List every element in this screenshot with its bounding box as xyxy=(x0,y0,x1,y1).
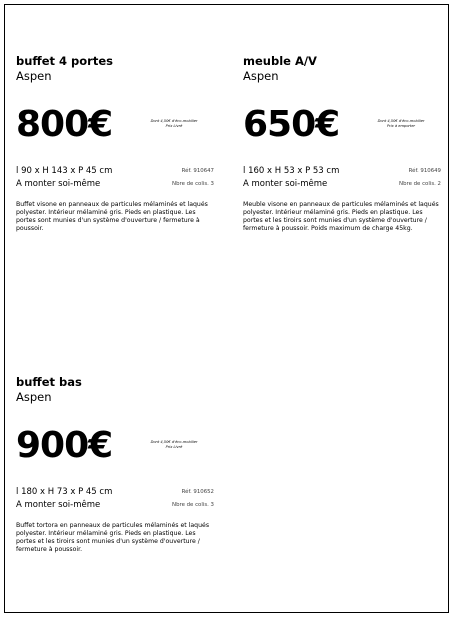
product-dimensions: l 160 x H 53 x P 53 cm xyxy=(243,166,340,176)
price-row xyxy=(16,105,216,165)
assembly-info: A monter soi-même xyxy=(243,179,328,189)
eco-note-line: Prix à emporter xyxy=(386,123,416,128)
product-title: meuble A/V xyxy=(243,54,317,68)
parcel-count: Nbre de colis. 2 xyxy=(399,181,441,187)
product-card-buffet-4-portes xyxy=(16,54,216,233)
parcel-count: Nbre de colis. 3 xyxy=(172,181,214,187)
product-collection: Aspen xyxy=(16,69,52,83)
eco-note-line: Dont 4,50€ d'éco-mobilier xyxy=(150,440,198,444)
product-dimensions: l 90 x H 143 x P 45 cm xyxy=(16,166,113,176)
assembly-row xyxy=(243,178,443,191)
assembly-row xyxy=(16,499,216,512)
price-tag-sheet xyxy=(4,4,449,613)
dimensions-row xyxy=(243,165,443,178)
eco-note-line: Prix Livré xyxy=(165,123,183,128)
eco-note-line: Prix Livré xyxy=(165,444,183,449)
product-description: Buffet tortora en panneaux de particules mélaminés et laqués polyester. Intérieur mélaminé gris. Pieds en plastique. Les portes et les tiroirs sont munies d'un système d'ouverture / fermeture à poussoir. xyxy=(16,522,210,553)
product-collection: Aspen xyxy=(16,390,52,404)
eco-note-line: Dont 4,50€ d'éco-mobilier xyxy=(377,119,425,123)
product-reference: Réf. 910647 xyxy=(181,168,214,174)
dimensions-row xyxy=(16,486,216,499)
product-description: Buffet visone en panneaux de particules mélaminés et laqués polyester. Intérieur mélaminé gris. Pieds en plastique. Les portes sont munies d'un système d'ouverture / fermeture à poussoir. xyxy=(16,201,208,232)
assembly-info: A monter soi-même xyxy=(16,179,101,189)
product-reference: Réf. 910649 xyxy=(408,168,441,174)
price-row xyxy=(243,105,443,165)
eco-participation-note xyxy=(142,440,206,449)
product-reference: Réf. 910652 xyxy=(181,489,214,495)
assembly-info: A monter soi-même xyxy=(16,500,101,510)
product-price: 800€ xyxy=(16,104,113,145)
eco-participation-note xyxy=(142,119,206,128)
product-price: 900€ xyxy=(16,425,113,466)
assembly-row xyxy=(16,178,216,191)
product-collection: Aspen xyxy=(243,69,279,83)
product-dimensions: l 180 x H 73 x P 45 cm xyxy=(16,487,113,497)
price-row xyxy=(16,426,216,486)
eco-note-line: Dont 4,50€ d'éco-mobilier xyxy=(150,119,198,123)
dimensions-row xyxy=(16,165,216,178)
product-card-buffet-bas xyxy=(16,375,216,554)
product-price: 650€ xyxy=(243,104,340,145)
parcel-count: Nbre de colis. 3 xyxy=(172,502,214,508)
eco-participation-note xyxy=(369,119,433,128)
product-card-meuble-av xyxy=(243,54,443,233)
product-title: buffet 4 portes xyxy=(16,54,113,68)
product-title: buffet bas xyxy=(16,375,82,389)
product-description: Meuble visone en panneaux de particules mélaminés et laqués polyester. Intérieur mélaminé gris. Pieds en plastique. Les portes et les tiroirs sont munies d'un système d'ouverture / fermeture à poussoir. Poids maximum de charge 45kg. xyxy=(243,201,439,232)
